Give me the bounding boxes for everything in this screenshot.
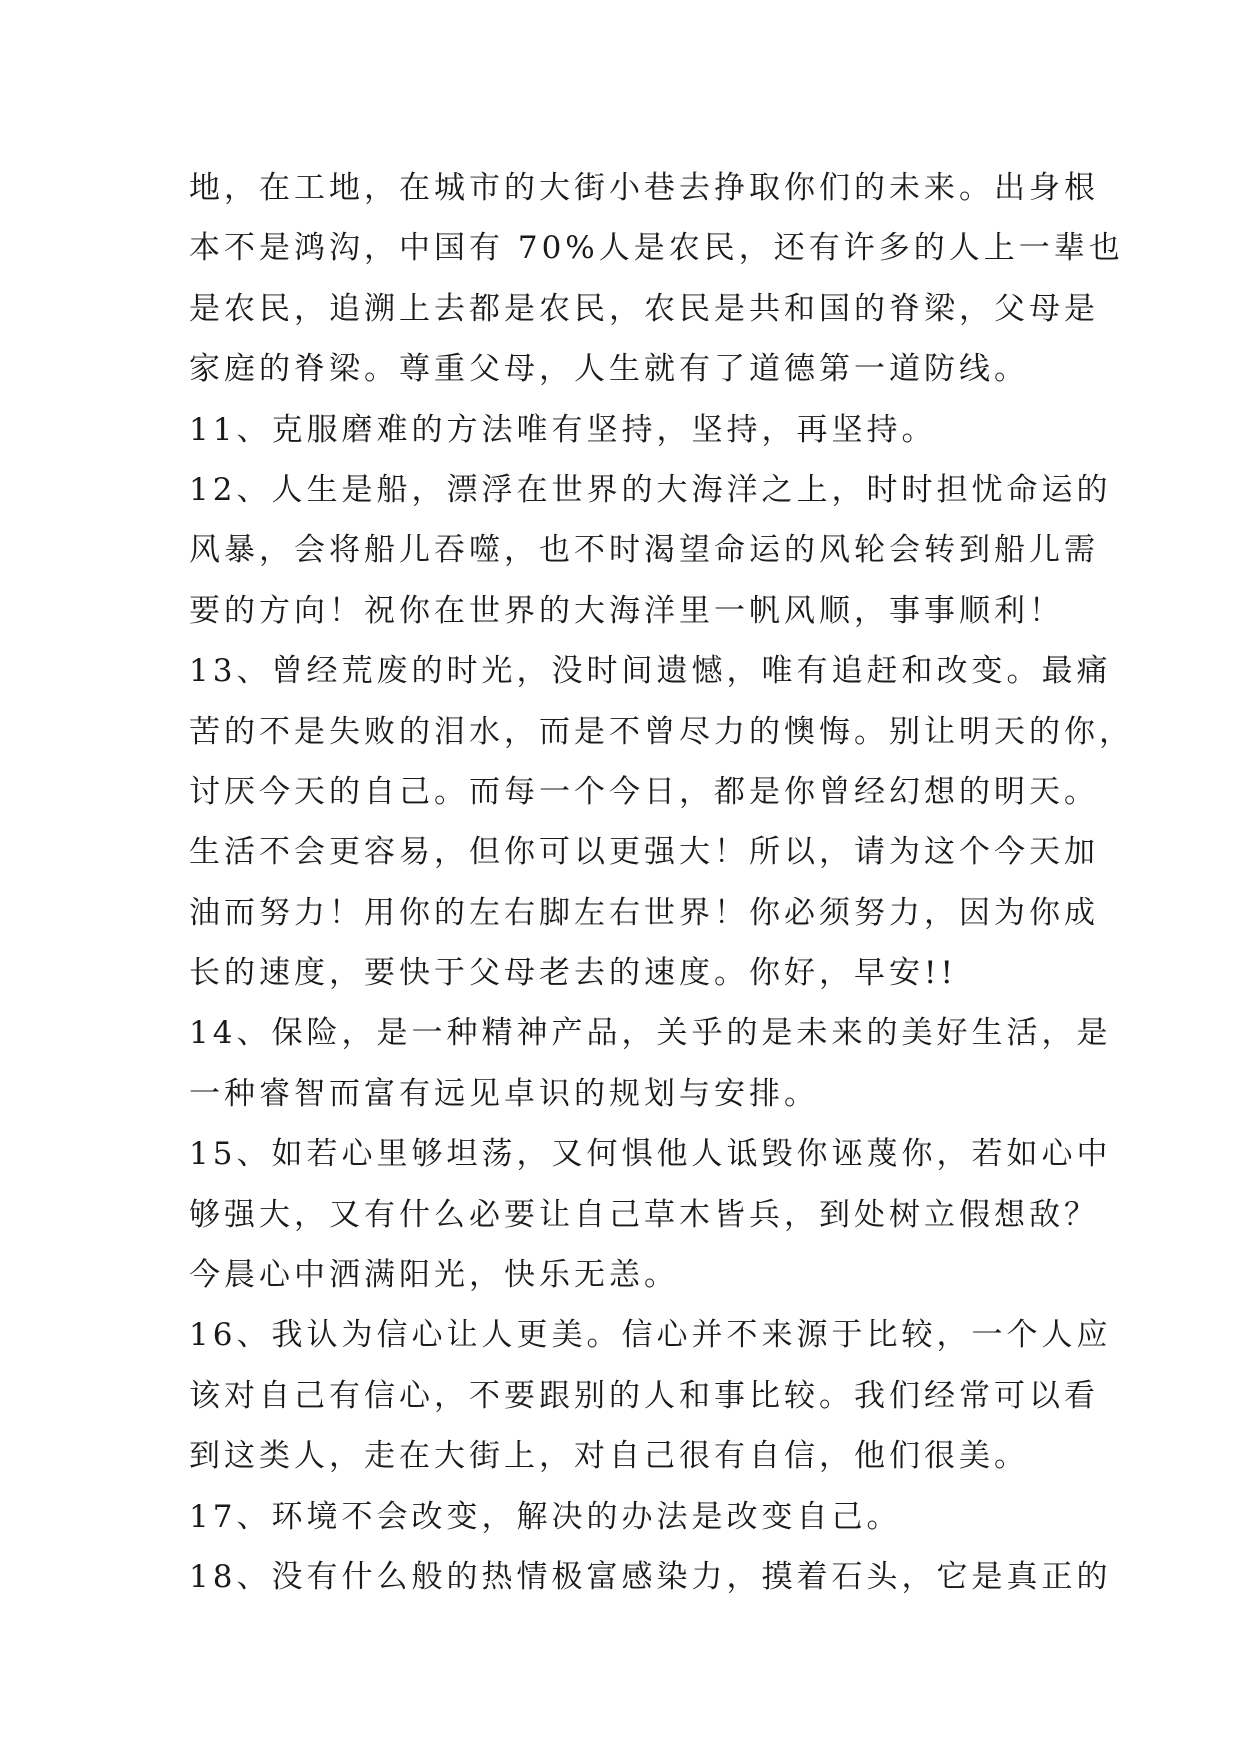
text-line: 风暴，会将船儿吞噬，也不时渴望命运的风轮会转到船儿需 [189, 532, 1099, 569]
text-line: 13、曾经荒废的时光，没时间遗憾，唯有追赶和改变。最痛 [189, 653, 1112, 690]
text-line: 油而努力！用你的左右脚左右世界！你必须努力，因为你成 [189, 894, 1099, 931]
text-line: 讨厌今天的自己。而每一个今日，都是你曾经幻想的明天。 [189, 773, 1099, 810]
text-line: 是农民，追溯上去都是农民，农民是共和国的脊梁，父母是 [189, 290, 1099, 327]
text-line: 家庭的脊梁。尊重父母，人生就有了道德第一道防线。 [189, 351, 1029, 388]
text-line: 长的速度，要快于父母老去的速度。你好，早安!! [189, 955, 957, 992]
text-line: 生活不会更容易，但你可以更强大！所以，请为这个今天加 [189, 834, 1099, 871]
text-line: 17、环境不会改变，解决的办法是改变自己。 [189, 1498, 902, 1535]
text-line: 要的方向！祝你在世界的大海洋里一帆风顺，事事顺利！ [189, 592, 1064, 629]
text-line: 够强大，又有什么必要让自己草木皆兵，到处树立假想敌？ [189, 1196, 1099, 1233]
text-line: 12、人生是船，漂浮在世界的大海洋之上，时时担忧命运的 [189, 471, 1112, 508]
text-line: 11、克服磨难的方法唯有坚持，坚持，再坚持。 [189, 411, 937, 448]
text-line: 16、我认为信心让人更美。信心并不来源于比较，一个人应 [189, 1317, 1112, 1354]
text-line: 本不是鸿沟，中国有 70%人是农民，还有许多的人上一辈也 [189, 230, 1124, 267]
text-line: 今晨心中洒满阳光，快乐无恙。 [189, 1257, 679, 1294]
text-line: 到这类人，走在大街上，对自己很有自信，他们很美。 [189, 1438, 1029, 1475]
text-line: 苦的不是失败的泪水，而是不曾尽力的懊悔。别让明天的你， [189, 713, 1134, 750]
text-line: 14、保险，是一种精神产品，关乎的是未来的美好生活，是 [189, 1015, 1112, 1052]
text-line: 该对自己有信心，不要跟别的人和事比较。我们经常可以看 [189, 1377, 1099, 1414]
text-line: 一种睿智而富有远见卓识的规划与安排。 [189, 1075, 819, 1112]
body-text [189, 158, 1134, 1607]
text-line: 地，在工地，在城市的大街小巷去挣取你们的未来。出身根 [189, 170, 1099, 206]
text-line: 18、没有什么般的热情极富感染力，摸着石头，它是真正的 [189, 1558, 1112, 1595]
text-line: 15、如若心里够坦荡，又何惧他人诋毁你诬蔑你，若如心中 [189, 1136, 1112, 1173]
